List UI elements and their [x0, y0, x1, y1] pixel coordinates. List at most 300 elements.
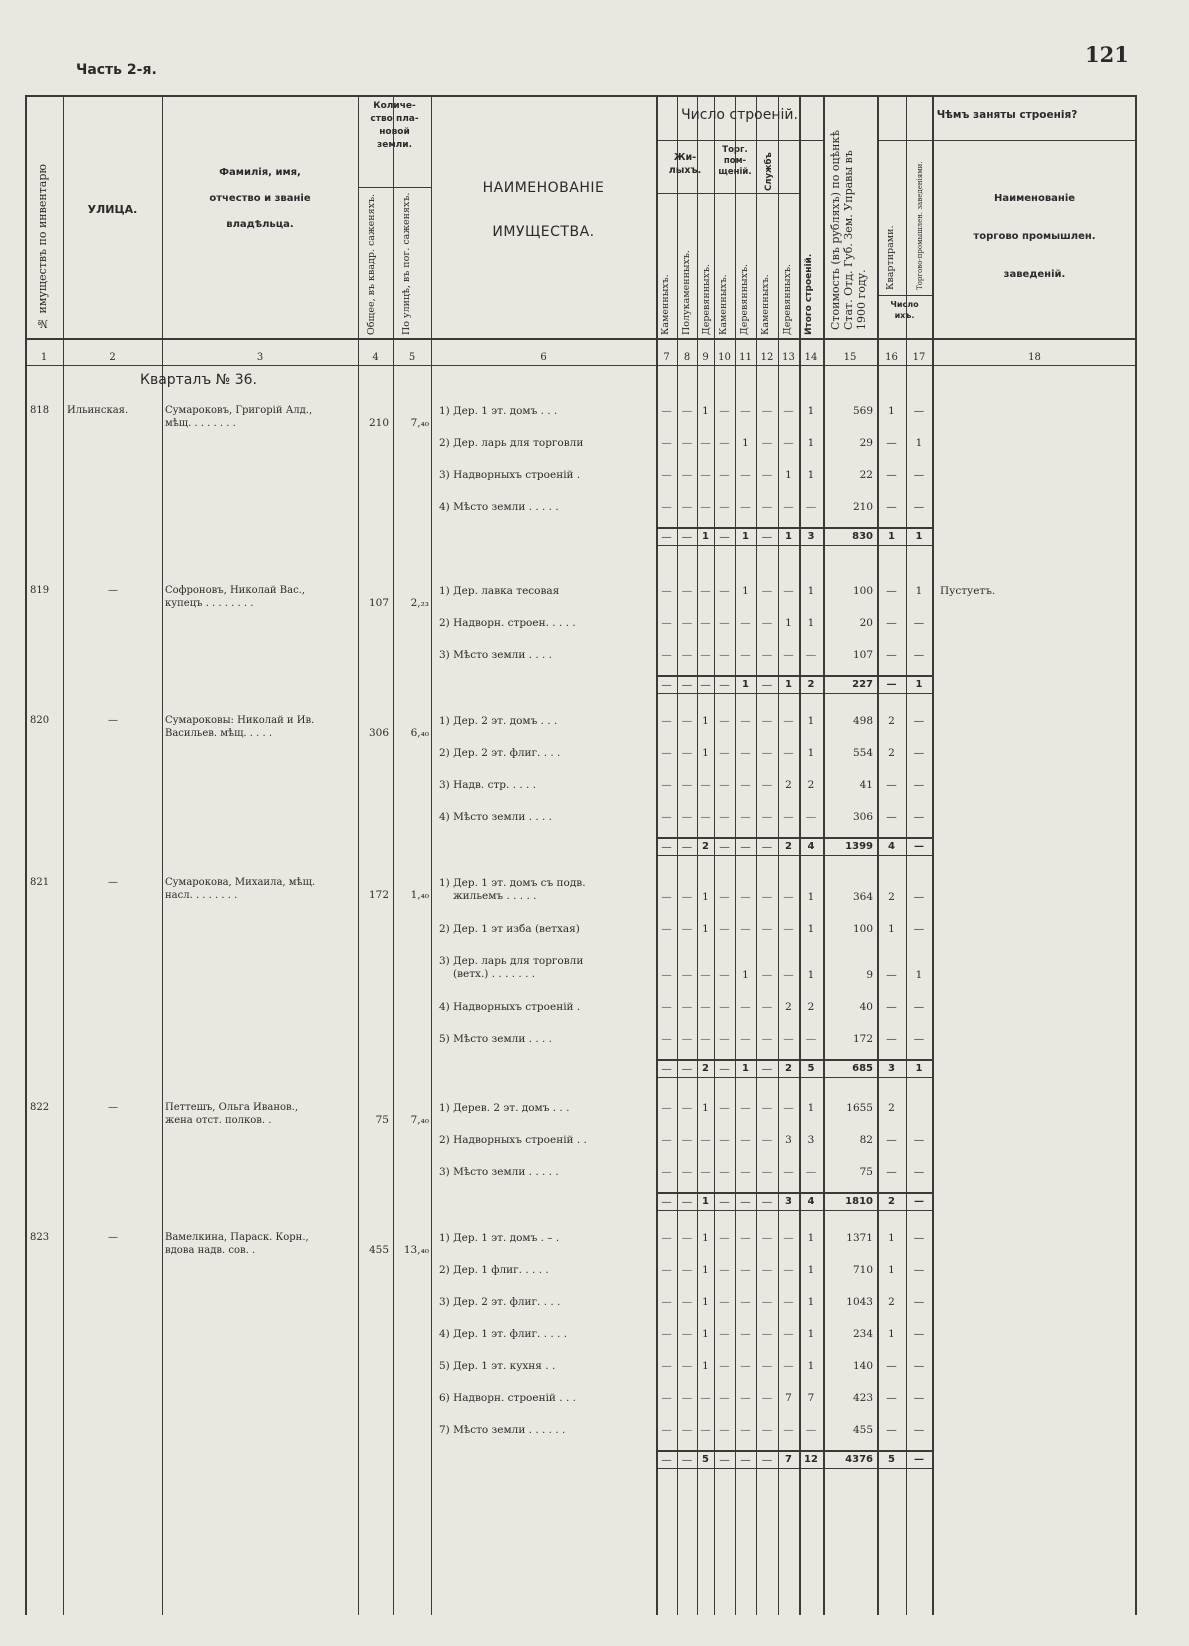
- header-col17: Торгово-промышлен. заведеніями.: [916, 161, 924, 290]
- item-dash: —: [740, 469, 751, 481]
- item-dash: —: [719, 649, 730, 661]
- item-dash: —: [700, 779, 711, 791]
- item-dash: —: [661, 923, 672, 935]
- item-dash: —: [719, 1296, 730, 1308]
- header-c10: Каменныхъ.: [718, 274, 729, 335]
- entry-id: 819: [30, 585, 50, 596]
- total-c13: 1: [785, 531, 792, 542]
- item-name: 3) Надв. стр. . . . .: [439, 779, 537, 791]
- total-dash: —: [761, 1196, 773, 1208]
- item-dash: —: [783, 1424, 794, 1436]
- item-c9: 1: [702, 1102, 709, 1114]
- item-dash: —: [783, 891, 794, 903]
- item-name: 4) Мѣсто земли . . . . .: [439, 501, 559, 513]
- item-dash: —: [681, 1102, 693, 1114]
- item-c13: 3: [785, 1134, 792, 1146]
- item-dash: —: [661, 779, 672, 791]
- item-dash: —: [661, 585, 672, 597]
- header-land-line: земли.: [376, 140, 412, 150]
- item-dash: —: [661, 1134, 672, 1146]
- item-name: 3) Мѣсто земли . . . . .: [439, 1166, 559, 1178]
- item-dash: —: [719, 779, 730, 791]
- item-c17: —: [913, 1392, 925, 1404]
- item-name: 2) Дер. 1 флиг. . . . .: [439, 1264, 549, 1276]
- item-c16: —: [886, 779, 897, 791]
- column-divider: [63, 95, 64, 1615]
- item-c9: 1: [702, 1232, 709, 1244]
- item-dash: —: [761, 1102, 773, 1114]
- item-dash: —: [719, 1328, 730, 1340]
- item-dash: —: [740, 405, 751, 417]
- item-dash: —: [783, 969, 794, 981]
- total-value: 227: [852, 679, 873, 690]
- total-c14: 2: [807, 679, 815, 690]
- entry-owner-line: Сумарокова, Михаила, мѣщ.: [165, 877, 316, 888]
- item-c16: 1: [888, 923, 895, 935]
- total-c14: 12: [804, 1454, 818, 1465]
- item-c9: 1: [702, 715, 709, 727]
- item-name: 1) Дер. 1 эт. домъ . . .: [439, 405, 558, 417]
- item-c16: —: [886, 1424, 897, 1436]
- item-name: 1) Дер. 1 эт. домъ . – .: [439, 1232, 560, 1244]
- entry-owner-line: Сумароковы: Николай и Ив.: [165, 715, 315, 726]
- total-c14: 4: [807, 841, 815, 852]
- item-dash: —: [805, 1166, 817, 1178]
- total-dash: —: [761, 679, 773, 691]
- total-c13: 2: [785, 1063, 792, 1074]
- entry-area: 455: [368, 1244, 389, 1256]
- total-c9: 1: [702, 531, 709, 542]
- total-line: [656, 527, 932, 529]
- total-line: [656, 1192, 932, 1194]
- item-name: 2) Надворныхъ строеній . .: [439, 1134, 587, 1146]
- item-name: 6) Надворн. строеній . . .: [439, 1392, 576, 1404]
- header-owner-line: отчество и званіе: [209, 193, 311, 204]
- column-number: 12: [760, 352, 774, 363]
- total-c17: —: [914, 1454, 924, 1465]
- item-value: 455: [852, 1424, 873, 1436]
- entry-frontage: 1,₄₀: [410, 889, 429, 901]
- item-c17: —: [913, 1001, 925, 1013]
- item-c16: —: [886, 969, 897, 981]
- item-dash: —: [719, 469, 730, 481]
- item-dash: —: [681, 1166, 693, 1178]
- item-c17: —: [913, 1264, 925, 1276]
- item-c16: —: [886, 649, 897, 661]
- total-c17: 1: [915, 531, 923, 542]
- count-line: [877, 295, 932, 296]
- item-dash: —: [761, 715, 773, 727]
- item-dash: —: [719, 405, 730, 417]
- header-owner-line: владѣльца.: [226, 219, 294, 230]
- item-name: 4) Мѣсто земли . . . .: [439, 811, 553, 823]
- item-dash: —: [740, 1360, 751, 1372]
- total-line: [656, 1059, 932, 1061]
- item-value: 107: [852, 649, 873, 661]
- item-c14: 1: [807, 1360, 815, 1372]
- total-dash: —: [661, 1196, 672, 1208]
- column-divider: [431, 95, 432, 1615]
- header-c14: Итого строеній.: [804, 253, 814, 335]
- header-col18-line: торгово промышлен.: [973, 231, 1096, 242]
- item-c16: —: [886, 1392, 897, 1404]
- item-dash: —: [681, 1001, 693, 1013]
- item-dash: —: [661, 469, 672, 481]
- item-value: 20: [859, 617, 873, 629]
- item-value: 554: [852, 747, 873, 759]
- header-count-label: Число: [890, 300, 919, 309]
- item-dash: —: [661, 715, 672, 727]
- item-dash: —: [700, 969, 711, 981]
- item-dash: —: [661, 1001, 672, 1013]
- item-value: 423: [852, 1392, 873, 1404]
- header-service: Службъ: [764, 152, 774, 191]
- item-dash: —: [700, 617, 711, 629]
- total-c9: 2: [702, 1063, 709, 1074]
- item-dash: —: [761, 1166, 773, 1178]
- item-dash: —: [681, 501, 693, 513]
- item-dash: —: [681, 747, 693, 759]
- item-dash: —: [661, 1102, 672, 1114]
- item-dash: —: [681, 1232, 693, 1244]
- item-dash: —: [719, 1392, 730, 1404]
- column-number-line: [25, 365, 1137, 366]
- header-property-line: ИМУЩЕСТВА.: [492, 224, 595, 240]
- item-dash: —: [719, 1360, 730, 1372]
- item-value: 22: [859, 469, 873, 481]
- column-number: 17: [912, 352, 926, 363]
- header-col4: Общее, въ квадр. саженяхъ.: [366, 193, 377, 335]
- item-dash: —: [783, 585, 794, 597]
- item-dash: —: [783, 1360, 794, 1372]
- item-c17: —: [913, 1360, 925, 1372]
- entry-owner-line: вдова надв. сов. .: [165, 1245, 256, 1256]
- total-dash: —: [719, 531, 730, 543]
- item-dash: —: [783, 1264, 794, 1276]
- entry-street: —: [108, 877, 118, 888]
- item-c16: —: [886, 469, 897, 481]
- header-occupied-group: Чѣмъ заняты строенія?: [936, 109, 1078, 121]
- item-c17: —: [913, 1134, 925, 1146]
- entry-owner-line: жена отст. полков. .: [165, 1115, 272, 1126]
- item-dash: —: [761, 779, 773, 791]
- item-c17: 1: [915, 969, 923, 981]
- item-value: 569: [852, 405, 873, 417]
- total-c17: 1: [915, 679, 923, 690]
- item-dash: —: [740, 1392, 751, 1404]
- item-name: 4) Надворныхъ строеній .: [439, 1001, 581, 1013]
- item-dash: —: [700, 649, 711, 661]
- item-c14: 3: [807, 1134, 815, 1146]
- total-c17: —: [914, 1196, 924, 1207]
- item-c11: 1: [742, 969, 749, 981]
- item-c16: 1: [888, 405, 895, 417]
- item-dash: —: [761, 969, 773, 981]
- item-dash: —: [661, 1360, 672, 1372]
- item-dash: —: [740, 1166, 751, 1178]
- item-c14: 1: [807, 747, 815, 759]
- item-dash: —: [783, 1328, 794, 1340]
- item-dash: —: [681, 811, 693, 823]
- item-dash: —: [783, 715, 794, 727]
- item-name: 2) Надворн. строен. . . . .: [439, 617, 576, 629]
- item-dash: —: [681, 891, 693, 903]
- item-dash: —: [661, 437, 672, 449]
- total-line: [656, 837, 932, 839]
- total-c17: —: [914, 841, 924, 852]
- item-dash: —: [719, 747, 730, 759]
- item-name: 1) Дерев. 2 эт. домъ . . .: [439, 1102, 570, 1114]
- entry-street: —: [108, 715, 118, 726]
- total-dash: —: [681, 531, 693, 543]
- item-dash: —: [719, 1166, 730, 1178]
- total-dash: —: [740, 1454, 751, 1466]
- item-dash: —: [783, 1166, 794, 1178]
- column-number: 6: [540, 352, 547, 363]
- total-dash: —: [740, 1196, 751, 1208]
- total-c13: 1: [785, 679, 792, 690]
- item-dash: —: [761, 1328, 773, 1340]
- header-land-line: новой: [379, 127, 410, 137]
- header-c12: Каменныхъ.: [760, 274, 771, 335]
- column-number: 4: [372, 352, 379, 363]
- item-value: 82: [859, 1134, 873, 1146]
- total-dash: —: [681, 841, 693, 853]
- total-c17: 1: [915, 1063, 923, 1074]
- item-c17: —: [913, 1328, 925, 1340]
- item-c13: 7: [785, 1392, 792, 1404]
- item-dash: —: [700, 1424, 711, 1436]
- total-c11: 1: [742, 1063, 749, 1074]
- item-dash: —: [719, 811, 730, 823]
- item-dash: —: [719, 617, 730, 629]
- item-dash: —: [681, 617, 693, 629]
- total-c11: 1: [742, 679, 749, 690]
- item-c14: 2: [807, 1001, 815, 1013]
- item-dash: —: [719, 1001, 730, 1013]
- item-c16: 2: [888, 1102, 895, 1114]
- item-c17: —: [913, 1232, 925, 1244]
- item-name: 2) Дер. 1 эт изба (ветхая): [439, 923, 580, 935]
- item-dash: —: [719, 891, 730, 903]
- item-dash: —: [700, 585, 711, 597]
- item-dash: —: [761, 1001, 773, 1013]
- column-number: 13: [782, 352, 795, 363]
- entry-id: 818: [30, 405, 50, 416]
- item-c16: —: [886, 1001, 897, 1013]
- item-dash: —: [719, 715, 730, 727]
- entry-owner-line: Петтешъ, Ольга Иванов.,: [165, 1102, 298, 1113]
- entry-id: 822: [30, 1102, 50, 1113]
- total-bottom-line: [656, 1210, 932, 1211]
- total-dash: —: [761, 531, 773, 543]
- total-c9: 2: [702, 841, 709, 852]
- total-dash: —: [661, 531, 672, 543]
- item-dash: —: [761, 469, 773, 481]
- column-number: 3: [256, 352, 264, 363]
- item-name: 2) Дер. ларь для торговли: [439, 437, 584, 449]
- entry-area: 107: [368, 597, 389, 609]
- total-dash: —: [719, 1196, 730, 1208]
- item-dash: —: [681, 1328, 693, 1340]
- item-dash: —: [740, 617, 751, 629]
- item-dash: —: [740, 747, 751, 759]
- item-dash: —: [761, 1232, 773, 1244]
- total-c16: 3: [888, 1063, 895, 1074]
- entry-frontage: 13,₄₀: [403, 1244, 429, 1256]
- header-col16: Квартирами.: [885, 225, 896, 290]
- item-c14: 1: [807, 1328, 815, 1340]
- item-name: 5) Дер. 1 эт. кухня . .: [439, 1360, 556, 1372]
- item-c14: 2: [807, 779, 815, 791]
- item-name: 3) Дер. 2 эт. флиг. . . .: [439, 1296, 561, 1308]
- item-dash: —: [661, 1232, 672, 1244]
- total-c16: —: [886, 679, 897, 690]
- item-dash: —: [761, 405, 773, 417]
- item-dash: —: [661, 1424, 672, 1436]
- item-dash: —: [700, 501, 711, 513]
- item-value: 306: [852, 811, 873, 823]
- item-dash: —: [740, 1264, 751, 1276]
- column-divider: [358, 95, 359, 1615]
- item-dash: —: [661, 811, 672, 823]
- item-value: 100: [852, 585, 873, 597]
- item-name-cont: жильемъ . . . . .: [453, 890, 537, 902]
- item-value: 710: [852, 1264, 873, 1276]
- item-value: 210: [852, 501, 873, 513]
- item-dash: —: [661, 1392, 672, 1404]
- total-dash: —: [761, 1063, 773, 1075]
- header-c8: Полукаменныхъ.: [681, 250, 692, 335]
- total-c16: 5: [888, 1454, 895, 1465]
- item-value: 9: [866, 969, 873, 981]
- item-c14: 1: [807, 585, 815, 597]
- item-dash: —: [805, 811, 817, 823]
- land-group-line: [358, 187, 431, 188]
- header-col15: Стоимость (въ рубляхъ) по оцѣнкѣ Стат. Отд. Губ. Зем. Управы въ 1900 году.: [829, 129, 868, 330]
- total-line: [656, 1450, 932, 1452]
- item-c17: —: [913, 715, 925, 727]
- column-number: 9: [702, 352, 709, 363]
- item-c9: 1: [702, 1264, 709, 1276]
- item-c13: 2: [785, 779, 792, 791]
- item-dash: —: [783, 747, 794, 759]
- entry-area: 306: [368, 727, 389, 739]
- total-dash: —: [719, 1063, 730, 1075]
- total-dash: —: [661, 841, 672, 853]
- item-c14: 1: [807, 715, 815, 727]
- header-bottom-border: [25, 338, 1137, 340]
- item-dash: —: [661, 1328, 672, 1340]
- item-dash: —: [761, 1424, 773, 1436]
- column-number: 18: [1028, 352, 1041, 363]
- total-dash: —: [661, 1454, 672, 1466]
- item-c16: —: [886, 1134, 897, 1146]
- item-dash: —: [783, 501, 794, 513]
- header-count-label: ихъ.: [894, 311, 915, 320]
- header-c11: Деревянныхъ.: [739, 263, 750, 335]
- item-dash: —: [761, 585, 773, 597]
- column-number: 5: [408, 352, 416, 363]
- header-c7: Каменныхъ.: [660, 274, 671, 335]
- header-commercial: пом-: [723, 156, 747, 166]
- entry-street: —: [108, 1232, 118, 1243]
- entry-owner-line: Васильев. мѣщ. . . . .: [165, 728, 272, 739]
- item-name: 4) Дер. 1 эт. флиг. . . . .: [439, 1328, 568, 1340]
- total-dash: —: [719, 1454, 730, 1466]
- item-c17: —: [913, 1296, 925, 1308]
- total-line: [656, 675, 932, 677]
- total-dash: —: [661, 1063, 672, 1075]
- item-c14: 1: [807, 469, 815, 481]
- item-c16: 2: [888, 1296, 895, 1308]
- item-value: 498: [852, 715, 873, 727]
- item-dash: —: [700, 1134, 711, 1146]
- entry-frontage: 7,₄₀: [410, 417, 429, 429]
- item-dash: —: [761, 1033, 773, 1045]
- total-bottom-line: [656, 855, 932, 856]
- total-c14: 4: [807, 1196, 815, 1207]
- item-dash: —: [740, 1424, 751, 1436]
- item-dash: —: [761, 1296, 773, 1308]
- item-c16: 1: [888, 1328, 895, 1340]
- item-dash: —: [761, 1360, 773, 1372]
- item-dash: —: [805, 501, 817, 513]
- item-value: 1371: [846, 1232, 873, 1244]
- item-dash: —: [761, 1264, 773, 1276]
- entry-owner-line: Сумароковъ, Григорій Алд.,: [165, 405, 313, 416]
- header-col18-line: заведеній.: [1003, 269, 1066, 280]
- item-dash: —: [719, 501, 730, 513]
- item-c16: —: [886, 1360, 897, 1372]
- column-divider: [162, 95, 163, 1615]
- item-dash: —: [681, 923, 693, 935]
- item-dash: —: [681, 1264, 693, 1276]
- entry-id: 820: [30, 715, 50, 726]
- item-c14: 1: [807, 1264, 815, 1276]
- header-col1: № имуществъ по инвентарю: [36, 164, 49, 330]
- column-divider: [932, 95, 934, 1615]
- item-c17: —: [913, 1166, 925, 1178]
- item-dash: —: [661, 1296, 672, 1308]
- item-value: 364: [852, 891, 873, 903]
- item-c14: 1: [807, 1296, 815, 1308]
- total-c13: 2: [785, 841, 792, 852]
- total-value: 685: [852, 1063, 873, 1074]
- item-name: 7) Мѣсто земли . . . . . .: [439, 1424, 566, 1436]
- header-residential: Жи-: [673, 152, 697, 163]
- item-dash: —: [661, 501, 672, 513]
- buildings-group-line: [656, 140, 823, 141]
- item-dash: —: [719, 1264, 730, 1276]
- item-value: 75: [859, 1166, 873, 1178]
- item-dash: —: [761, 617, 773, 629]
- item-dash: —: [783, 1232, 794, 1244]
- item-dash: —: [740, 715, 751, 727]
- item-c16: 1: [888, 1232, 895, 1244]
- header-buildings-group: Число строеній.: [681, 107, 798, 123]
- item-dash: —: [740, 811, 751, 823]
- item-c16: 2: [888, 891, 895, 903]
- table-left-border: [25, 95, 27, 1615]
- item-dash: —: [761, 649, 773, 661]
- column-number: 7: [663, 352, 670, 363]
- entry-id: 821: [30, 877, 50, 888]
- total-c13: 7: [785, 1454, 792, 1465]
- item-c11: 1: [742, 437, 749, 449]
- item-dash: —: [761, 891, 773, 903]
- item-c16: —: [886, 1033, 897, 1045]
